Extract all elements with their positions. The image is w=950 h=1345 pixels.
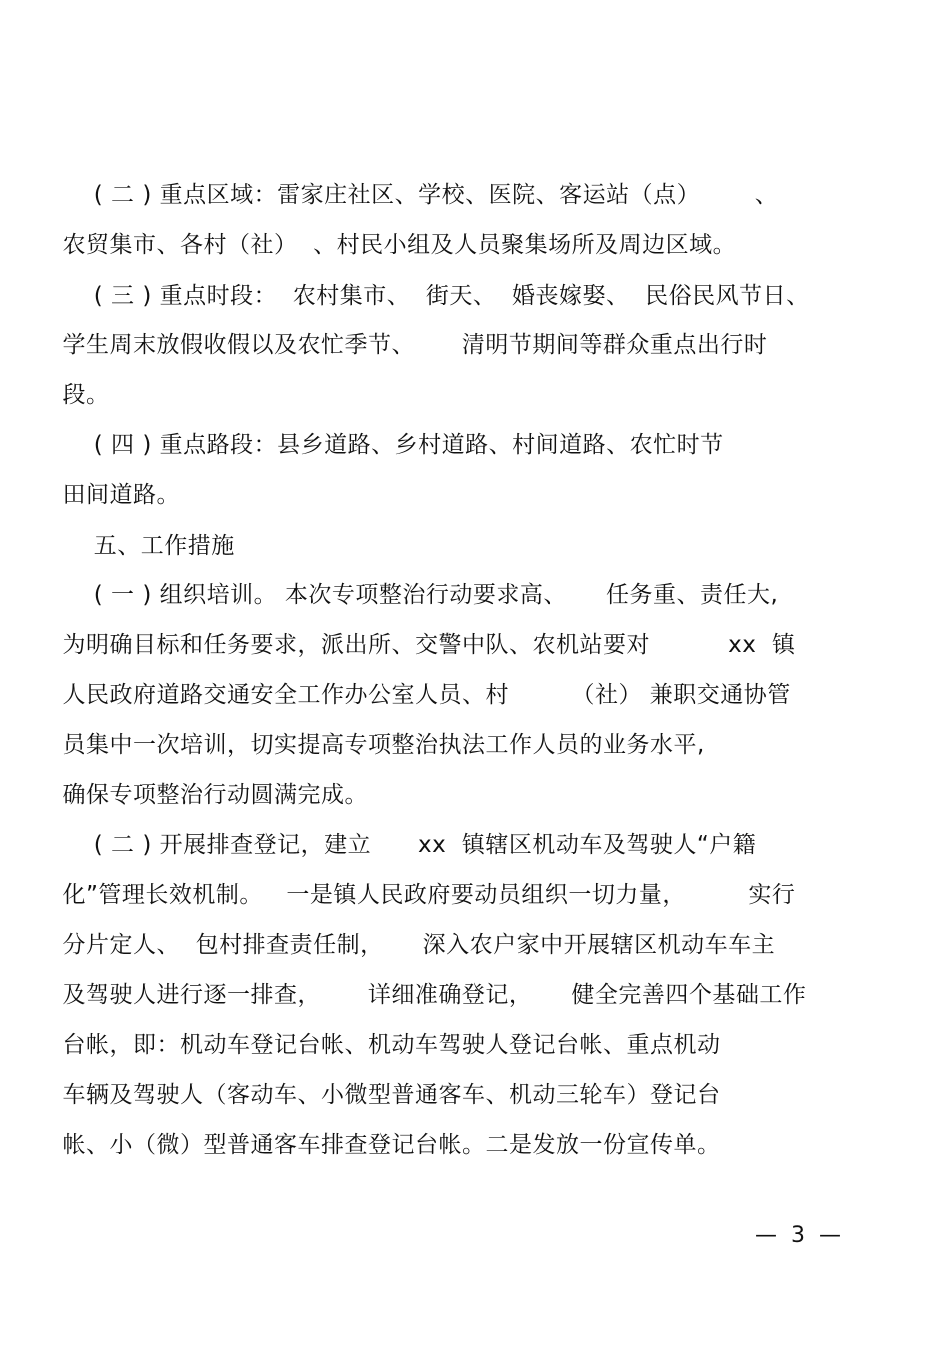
text-line: 农贸集市、各村（社） 、村民小组及人员聚集场所及周边区域。 bbox=[0, 232, 737, 258]
text-line: 车辆及驾驶人（客动车、小微型普通客车、机动三轮车）登记台 bbox=[0, 1082, 721, 1108]
text-line: 田间道路。 bbox=[0, 482, 180, 508]
text-line: 为明确目标和任务要求，派出所、交警中队、农机站要对 xx 镇 bbox=[0, 632, 796, 658]
text-line: 段。 bbox=[0, 382, 110, 408]
text-line: 确保专项整治行动圆满完成。 bbox=[0, 782, 368, 808]
text-line: ( 一 ) 组织培训。 本次专项整治行动要求高、 任务重、责任大, bbox=[0, 582, 779, 608]
text-line: 台帐，即：机动车登记台帐、机动车驾驶人登记台帐、重点机动 bbox=[0, 1032, 721, 1058]
text-line: 人民政府道路交通安全工作办公室人员、村 （社） 兼职交通协管 bbox=[0, 682, 791, 708]
text-line: ( 二 ) 开展排查登记，建立 xx 镇辖区机动车及驾驶人“户籍 bbox=[0, 832, 757, 858]
text-line: ( 二 ) 重点区域：雷家庄社区、学校、医院、客运站（点） 、 bbox=[0, 182, 779, 208]
text-line: ( 四 ) 重点路段：县乡道路、乡村道路、村间道路、农忙时节 bbox=[0, 432, 724, 458]
text-line: 化”管理长效机制。 一是镇人民政府要动员组织一切力量， 实行 bbox=[0, 882, 796, 908]
page-number: — 3 — bbox=[755, 1223, 841, 1248]
text-line: 员集中一次培训，切实提高专项整治执法工作人员的业务水平, bbox=[0, 732, 705, 758]
text-line: 及驾驶人进行逐一排查， 详细准确登记， 健全完善四个基础工作 bbox=[0, 982, 807, 1008]
text-line: 学生周末放假收假以及农忙季节、 清明节期间等群众重点出行时 bbox=[0, 332, 768, 358]
text-line: ( 三 ) 重点时段： 农村集市、 街天、 婚丧嫁娶、 民俗民风节日、 bbox=[0, 283, 810, 309]
text-line: 分片定人、 包村排查责任制， 深入农户家中开展辖区机动车车主 bbox=[0, 932, 776, 958]
text-line: 帐、小（微）型普通客车排查登记台帐。二是发放一份宣传单。 bbox=[0, 1132, 721, 1158]
section-heading: 五、工作措施 bbox=[0, 533, 235, 559]
